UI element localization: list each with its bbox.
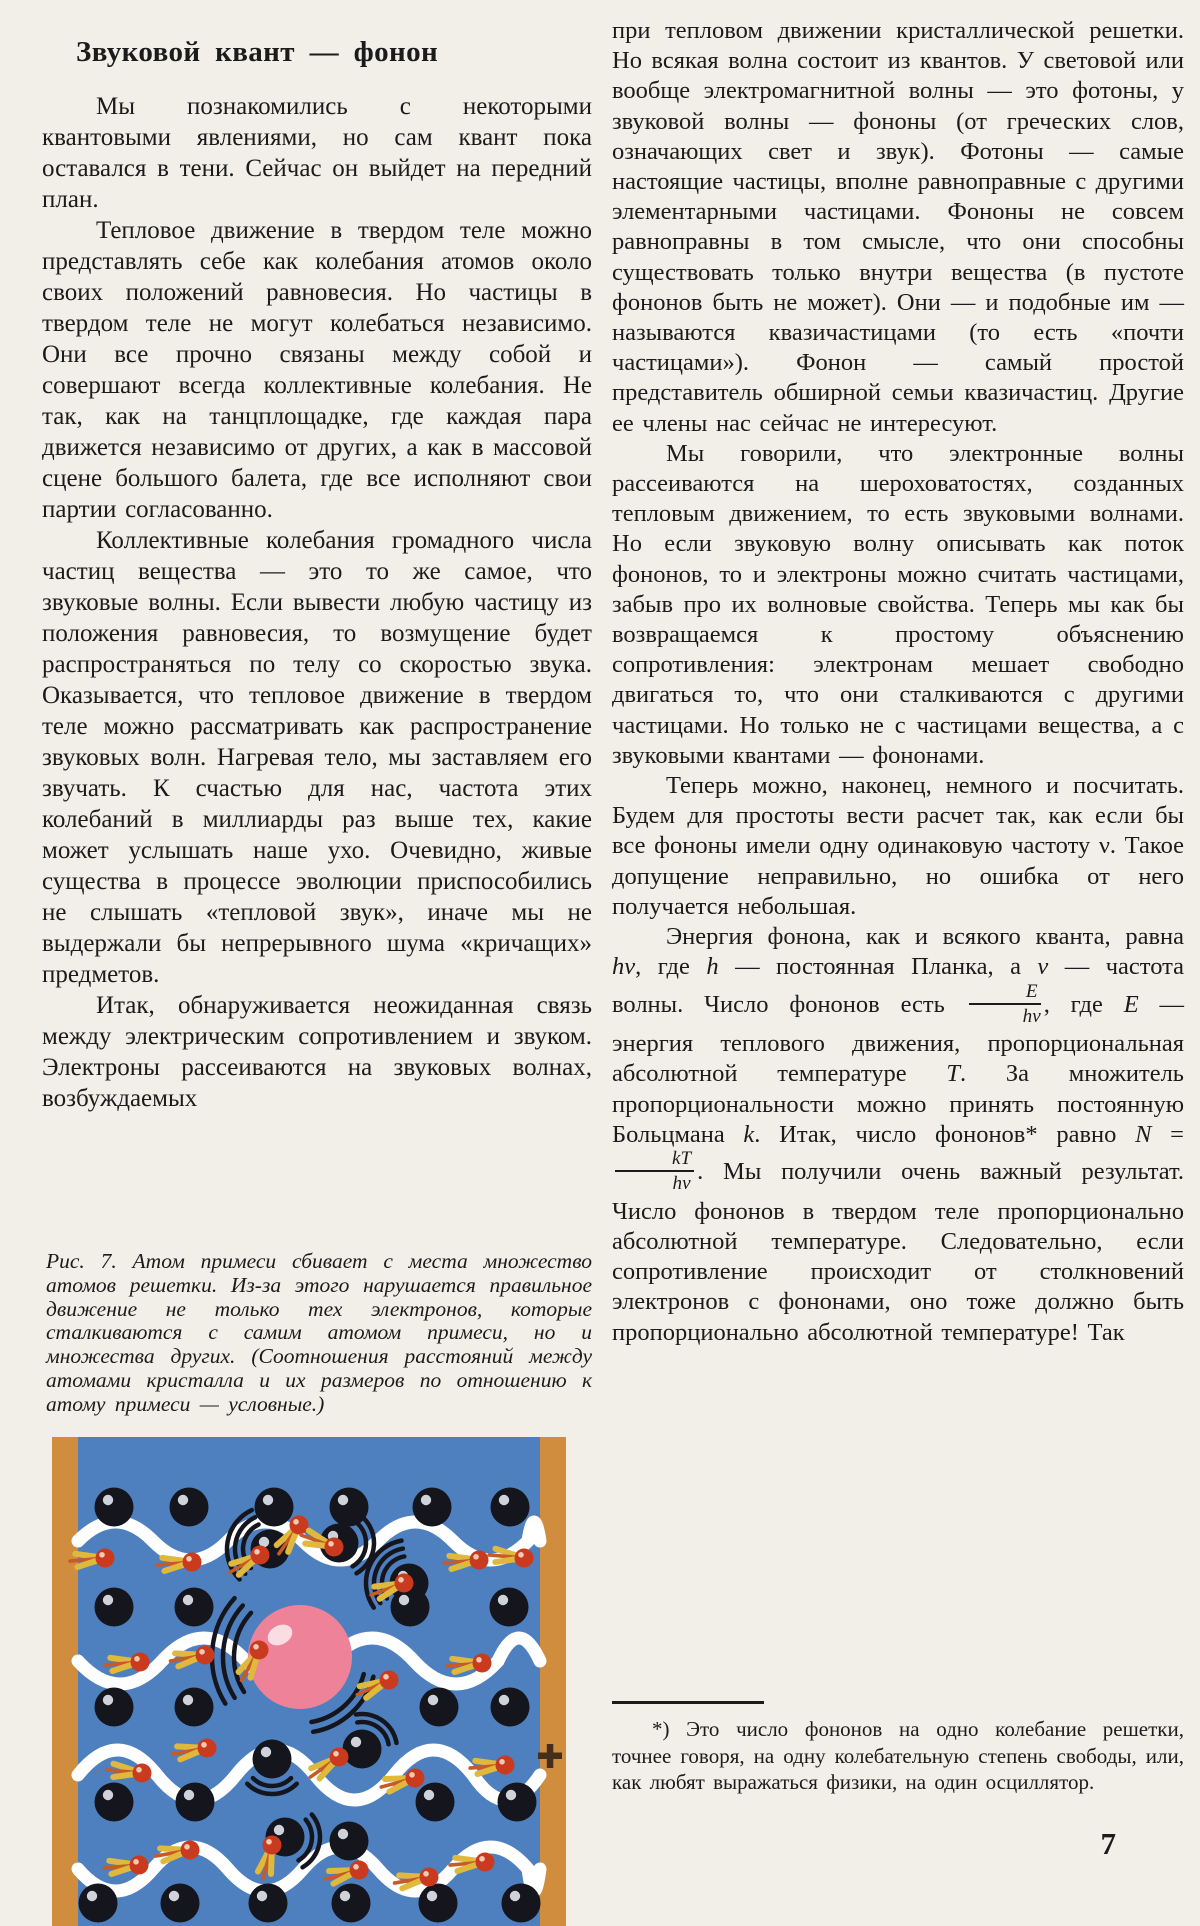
text-fragment: = — [1151, 1120, 1184, 1148]
paragraph: при тепловом движении кристаллической решетки. Но всякая волна состоит из квантов. У световой или вообще электромагнитной волны — это фотоны, у звуковой волны — фононы (от греческих слов, означающих свет и звук). Фотоны — самые настоящие частицы, вполне равноправные с другими элементарными частицами. Фононы не совсем равноправны в том смысле, что они способны существовать только внутри вещества (в пустоте фононов быть не может). Они — и подобные им — называются квазичастицами (то есть «почти частицами»). Фонон — самый простой представитель обширной семьи квазичастиц. Другие ее члены нас сейчас не интересуют. — [612, 17, 1184, 437]
footnote-text: *) Это число фононов на одно колебание решетки, точнее говоря, на одну колебательную степень свободы, или, как любят выражаться физики, на один осциллятор. — [612, 1717, 1184, 1795]
paragraph: Итак, обнаруживается неожиданная связь между электрическим сопротивлением и звуком. Электроны рассеиваются на звуковых волнах, возбуждаемых — [42, 992, 592, 1112]
right-column — [612, 16, 1184, 1348]
lattice-atom — [161, 1884, 200, 1923]
math-symbol: N — [1135, 1120, 1152, 1148]
lattice-atom — [249, 1884, 288, 1923]
inline-fraction: $\frac{E}{h\nu}$ — [969, 981, 1041, 1028]
lattice-atom — [95, 1588, 134, 1627]
lattice-atom — [491, 1488, 530, 1527]
text-fragment: — постоянная Планка, а — [718, 953, 1038, 981]
figure-illustration — [52, 1437, 566, 1926]
figure-caption: Рис. 7. Атом примеси сбивает с места множество атомов решетки. Из-за этого нарушается правильное движение не только тех электронов, которые сталкиваются с самим атомом примеси, но и множества других. (Соотношения расстояний между атомами кристалла и их размеров по отношению к атому примеси — условные.) — [46, 1249, 592, 1416]
paragraph: Мы говорили, что электронные волны рассеиваются на шероховатостях, созданных тепловым движением, то есть звуковыми волнами. Но если звуковую волну описывать как поток фононов, то и электроны можно считать частицами, забыв про их волновые свойства. Теперь мы как бы возвращаемся к простому объяснению сопротивления: электронам мешает свободно двигаться то, что они сталкиваются с другими частицами. Но только не с частицами вещества, а с звуковыми квантами — фононами. — [612, 439, 1184, 769]
text-fragment: . Итак, число фононов* равно — [754, 1120, 1136, 1148]
lattice-atom — [330, 1488, 369, 1527]
lattice-atom — [95, 1783, 134, 1822]
footnote — [612, 1716, 1184, 1796]
lattice-atom — [498, 1783, 537, 1822]
math-symbol: T — [946, 1060, 960, 1088]
footnote-rule — [612, 1701, 764, 1704]
lattice-atom — [170, 1488, 209, 1527]
lattice-atom — [490, 1588, 529, 1627]
text-fragment: , где — [1043, 990, 1124, 1018]
lattice-atom — [413, 1488, 452, 1527]
lattice-atom — [175, 1688, 214, 1727]
paragraph: Теперь можно, наконец, немного и посчитать. Будем для простоты вести расчет так, как если бы все фононы имели одну одинаковую частоту ν. Такое допущение неправильно, но ошибка от него получается небольшая. — [612, 772, 1184, 920]
lattice-atom — [419, 1884, 458, 1923]
lattice-atom — [176, 1783, 215, 1822]
text-fragment: . Мы получили очень важный результат. Число фононов в твердом теле пропорционально абсолютной температуре. Следовательно, если сопротивление происходит от столкновений электронов с фононами, оно тоже должно быть пропорционально абсолютной температуре! Так — [612, 1158, 1184, 1346]
paragraph-with-formulas — [612, 922, 1184, 1348]
lattice-atom — [420, 1688, 459, 1727]
lattice-atom — [502, 1884, 541, 1923]
lattice-atom — [255, 1488, 294, 1527]
math-symbol: ν — [1037, 953, 1049, 981]
left-column — [42, 36, 592, 1114]
math-symbol: h — [706, 953, 719, 981]
text-fragment: — энергия теплового движения, пропорциональная абсолютной температуре — [612, 990, 1184, 1088]
text-fragment: — частота волны. Число фононов есть — [612, 953, 1184, 1018]
inline-fraction: $\frac{kT}{h\nu}$ — [615, 1148, 694, 1195]
lattice-atom — [343, 1730, 382, 1769]
text-fragment: , где — [635, 953, 707, 981]
page-number: 7 — [1100, 1826, 1116, 1861]
paragraph: Коллективные колебания громадного числа частиц вещества — это то же самое, что звуковые волны. Если вывести любую частицу из положения равновесия, то возмущение будет распространяться по телу со скоростью звука. Оказывается, что тепловое движение в твердом теле можно рассматривать как распространение звуковых волн. Нагревая тело, мы заставляем его звучать. К счастью для нас, частота этих колебаний в миллиарды раз выше тех, какие может услышать наше ухо. Очевидно, живые существа в процессе эволюции приспособились не слышать «тепловой звук», иначе мы не выдержали бы непрерывного шума «кричащих» предметов. — [42, 527, 592, 988]
lattice-atom — [95, 1688, 134, 1727]
lattice-atom — [330, 1822, 369, 1861]
figure-border — [540, 1437, 566, 1926]
lattice-atom — [491, 1688, 530, 1727]
lattice-atom — [175, 1588, 214, 1627]
lattice-atom — [79, 1884, 118, 1923]
math-symbol: k — [743, 1120, 755, 1148]
text-fragment: Энергия фонона, как и всякого кванта, равна — [666, 923, 1184, 951]
lattice-atom — [95, 1488, 134, 1527]
lattice-atom — [332, 1884, 371, 1923]
lattice-atom — [391, 1588, 430, 1627]
math-symbol: hν — [612, 953, 636, 981]
math-symbol: E — [1123, 990, 1139, 1018]
text-fragment: . За множитель пропорциональности можно принять постоянную Больцмана — [612, 1060, 1184, 1148]
lattice-atom — [253, 1740, 292, 1779]
section-heading: Звуковой квант — фонон — [76, 36, 439, 68]
paragraph: Мы познакомились с некоторыми квантовыми явлениями, но сам квант пока оставался в тени. Сейчас он выйдет на передний план. — [42, 93, 592, 213]
paragraph: Тепловое движение в твердом теле можно представлять себе как колебания атомов около своих положений равновесия. Но частицы в твердом теле не могут колебаться независимо. Они все прочно связаны между собой и совершают всегда коллективные колебания. Не так, как на танцплощадке, где каждая пара движется независимо от других, а как в массовой сцене большого балета, где все исполняют свои партии согласованно. — [42, 217, 592, 523]
lattice-atom — [416, 1783, 455, 1822]
figure-border — [52, 1437, 78, 1926]
